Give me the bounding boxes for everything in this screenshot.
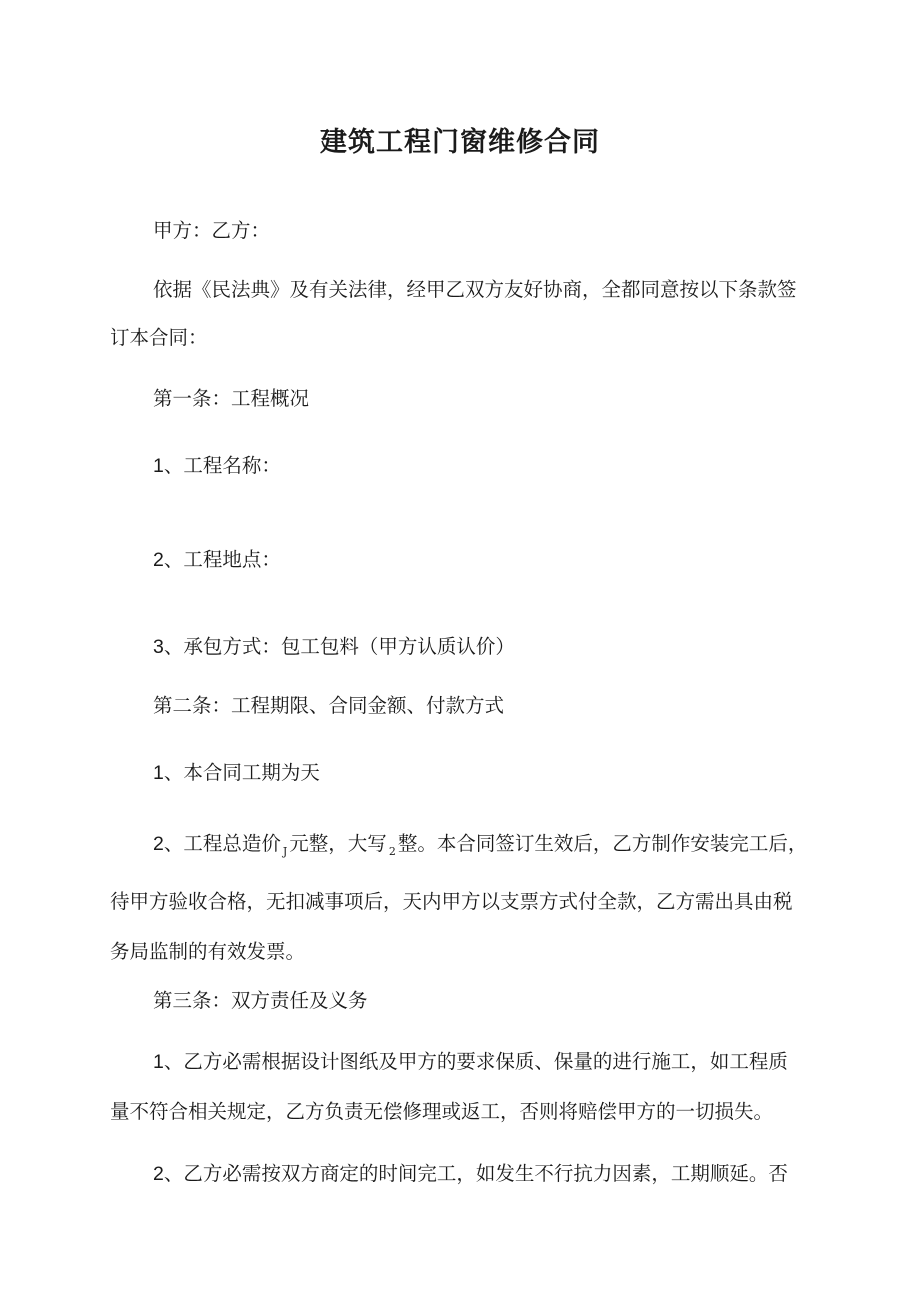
article-3-heading: 第三条：双方责任及义务	[153, 989, 368, 1012]
item-text: 、乙方必需根据设计图纸及甲方的要求保质、保量的进行施工，如工程质	[163, 1050, 788, 1073]
item-number: 3	[153, 636, 164, 658]
item-text-c: 整。本合同签订生效后，乙方制作安装完工后，	[397, 832, 808, 855]
item-text: 、乙方必需按双方商定的时间完工，如发生不行抗力因素，工期顺延。否	[163, 1162, 788, 1185]
preamble-line-2: 订本合同：	[110, 326, 208, 349]
item-number: 1	[153, 1051, 164, 1073]
item-number: 2	[153, 1163, 164, 1185]
item-text: 、工程地点：	[163, 548, 281, 571]
item-line-2: 量不符合相关规定，乙方负责无偿修理或返工，否则将赔偿甲方的一切损失。	[110, 1100, 774, 1123]
article-2-item-2	[110, 817, 822, 979]
preamble-paragraph	[110, 263, 822, 365]
item-number: 2	[153, 833, 164, 855]
document-title: 建筑工程门窗维修合同	[320, 127, 600, 158]
article-3-item-1	[110, 1035, 822, 1139]
article-1-heading: 第一条：工程概况	[153, 387, 310, 410]
article-1-item-2	[110, 533, 865, 587]
parties-line: 甲方：乙方：	[153, 219, 271, 242]
preamble-line-1: 依据《民法典》及有关法律，经甲乙双方友好协商，全都同意按以下条款签	[153, 278, 797, 301]
item-line-3: 务局监制的有效发票。	[110, 940, 306, 963]
item-text: 、本合同工期为天	[163, 761, 320, 784]
item-number: 1	[153, 762, 164, 784]
article-2-heading: 第二条：工程期限、合同金额、付款方式	[153, 694, 505, 717]
article-2-item-1	[110, 746, 865, 800]
item-text: 、承包方式：包工包料（甲方认质认价）	[163, 635, 515, 658]
item-number: 2	[153, 549, 164, 571]
item-line-1	[110, 1035, 822, 1089]
item-line-1	[110, 817, 822, 879]
blank-mark-b: 2	[388, 845, 396, 858]
blank-mark-a: J	[282, 845, 288, 858]
item-line-2: 待甲方验收合格，无扣减事项后，天内甲方以支票方式付全款，乙方需出具由税	[110, 890, 793, 913]
article-1-item-1	[110, 439, 865, 493]
item-text: 、工程名称：	[163, 454, 281, 477]
item-text-a: 、工程总造价	[163, 832, 281, 855]
article-1-item-3	[110, 620, 865, 674]
item-number: 1	[153, 455, 164, 477]
item-text-b: 元整，大写	[289, 832, 387, 855]
article-3-item-2	[110, 1147, 865, 1201]
